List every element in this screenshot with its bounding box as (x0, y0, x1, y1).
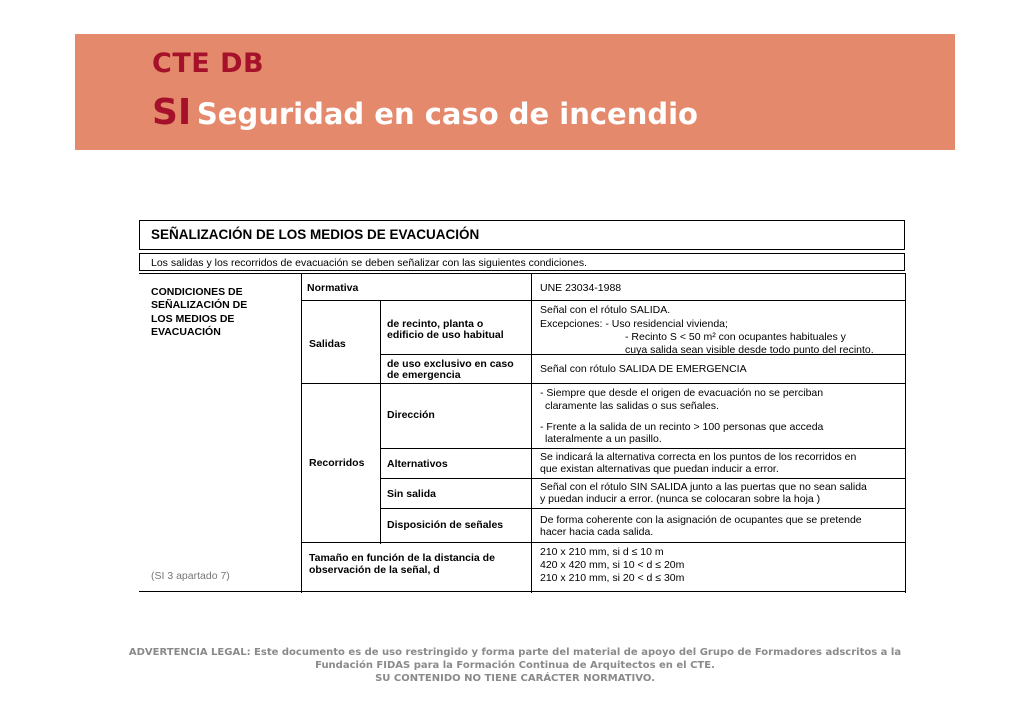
salidas-label: Salidas (309, 338, 346, 350)
reference-text: (SI 3 apartado 7) (151, 570, 230, 582)
salidas-sub: de emergencia (387, 369, 461, 381)
disclaimer-line: ADVERTENCIA LEGAL: Este documento es de uso restringido y forma parte del material de apoyo del Grupo de Formadores adscritos a la (128, 647, 902, 658)
normativa-value: UNE 23034-1988 (540, 282, 622, 294)
recorridos-desc: Señal con el rótulo SIN SALIDA junto a las puertas que no sean salida (540, 481, 867, 493)
left-heading-line: CONDICIONES DE (151, 286, 243, 298)
recorridos-desc: claramente las salidas o sus señales. (545, 400, 719, 412)
left-heading-line: LOS MEDIOS DE (151, 313, 235, 325)
recorridos-desc: De forma coherente con la asignación de ocupantes que se pretende (540, 514, 862, 526)
grid-line (301, 542, 905, 543)
grid-line (905, 273, 906, 593)
salidas-desc: Excepciones: - Uso residencial vivienda; (540, 318, 728, 330)
recorridos-sub: Alternativos (387, 458, 448, 470)
header-subtitle-text: Seguridad en caso de incendio (196, 97, 698, 131)
recorridos-desc: lateralmente a un pasillo. (545, 433, 662, 445)
grid-line (531, 273, 532, 593)
legal-disclaimer (80, 646, 950, 685)
salidas-desc: Señal con el rótulo SALIDA. (540, 304, 671, 316)
grid-line (139, 273, 905, 274)
document-table (139, 220, 905, 596)
tamano-desc: 210 x 210 mm, si 20 < d ≤ 30m (540, 572, 685, 584)
recorridos-sub: Dirección (387, 409, 435, 421)
table-title: SEÑALIZACIÓN DE LOS MEDIOS DE EVACUACIÓN (151, 227, 480, 242)
salidas-sub: de recinto, planta o (387, 318, 484, 330)
salidas-desc: Señal con rótulo SALIDA DE EMERGENCIA (540, 363, 747, 375)
grid-line (301, 300, 905, 301)
recorridos-desc: Se indicará la alternativa correcta en los puntos de los recorridos en (540, 451, 857, 463)
salidas-desc: - Recinto S < 50 m² con ocupantes habituales y (625, 331, 846, 343)
grid-line (139, 591, 905, 592)
header-subtitle (152, 92, 698, 133)
tamano-label: Tamaño en función de la distancia de (309, 552, 495, 564)
recorridos-desc: - Siempre que desde el origen de evacuación no se perciban (540, 387, 824, 399)
recorridos-desc: y puedan inducir a error. (nunca se colocaran sobre la hoja ) (540, 493, 821, 505)
grid-line (301, 273, 302, 593)
recorridos-desc: - Frente a la salida de un recinto > 100 personas que acceda (540, 421, 824, 433)
tamano-desc: 420 x 420 mm, si 10 < d ≤ 20m (540, 559, 685, 571)
recorridos-desc: hacer hacia cada salida. (540, 526, 654, 538)
salidas-sub: edificio de uso habitual (387, 329, 504, 341)
grid-line (380, 508, 905, 509)
grid-line (380, 478, 905, 479)
salidas-sub: de uso exclusivo en caso (387, 358, 514, 370)
salidas-desc: cuya salida sean visible desde todo punto del recinto. (625, 344, 874, 356)
tamano-desc: 210 x 210 mm, si d ≤ 10 m (540, 546, 664, 558)
normativa-label: Normativa (307, 282, 359, 294)
tamano-label: observación de la señal, d (309, 564, 440, 576)
intro-text: Los salidas y los recorridos de evacuación se deben señalizar con las siguientes condiciones. (151, 257, 588, 269)
disclaimer-line: Fundación FIDAS para la Formación Continua de Arquitectos en el CTE. (315, 660, 715, 671)
grid-line (380, 448, 905, 449)
header-code: SI (152, 92, 192, 133)
recorridos-sub: Sin salida (387, 488, 437, 500)
left-heading-line: EVACUACIÓN (151, 326, 221, 338)
grid-line (301, 383, 905, 384)
recorridos-desc: que existan alternativas que puedan inducir a error. (540, 463, 779, 475)
recorridos-label: Recorridos (309, 457, 365, 469)
header-title: CTE DB (152, 48, 265, 79)
left-heading-line: SEÑALIZACIÓN DE (151, 299, 248, 311)
disclaimer-line: SU CONTENIDO NO TIENE CARÁCTER NORMATIVO. (375, 673, 655, 684)
recorridos-sub: Disposición de señales (387, 519, 504, 531)
